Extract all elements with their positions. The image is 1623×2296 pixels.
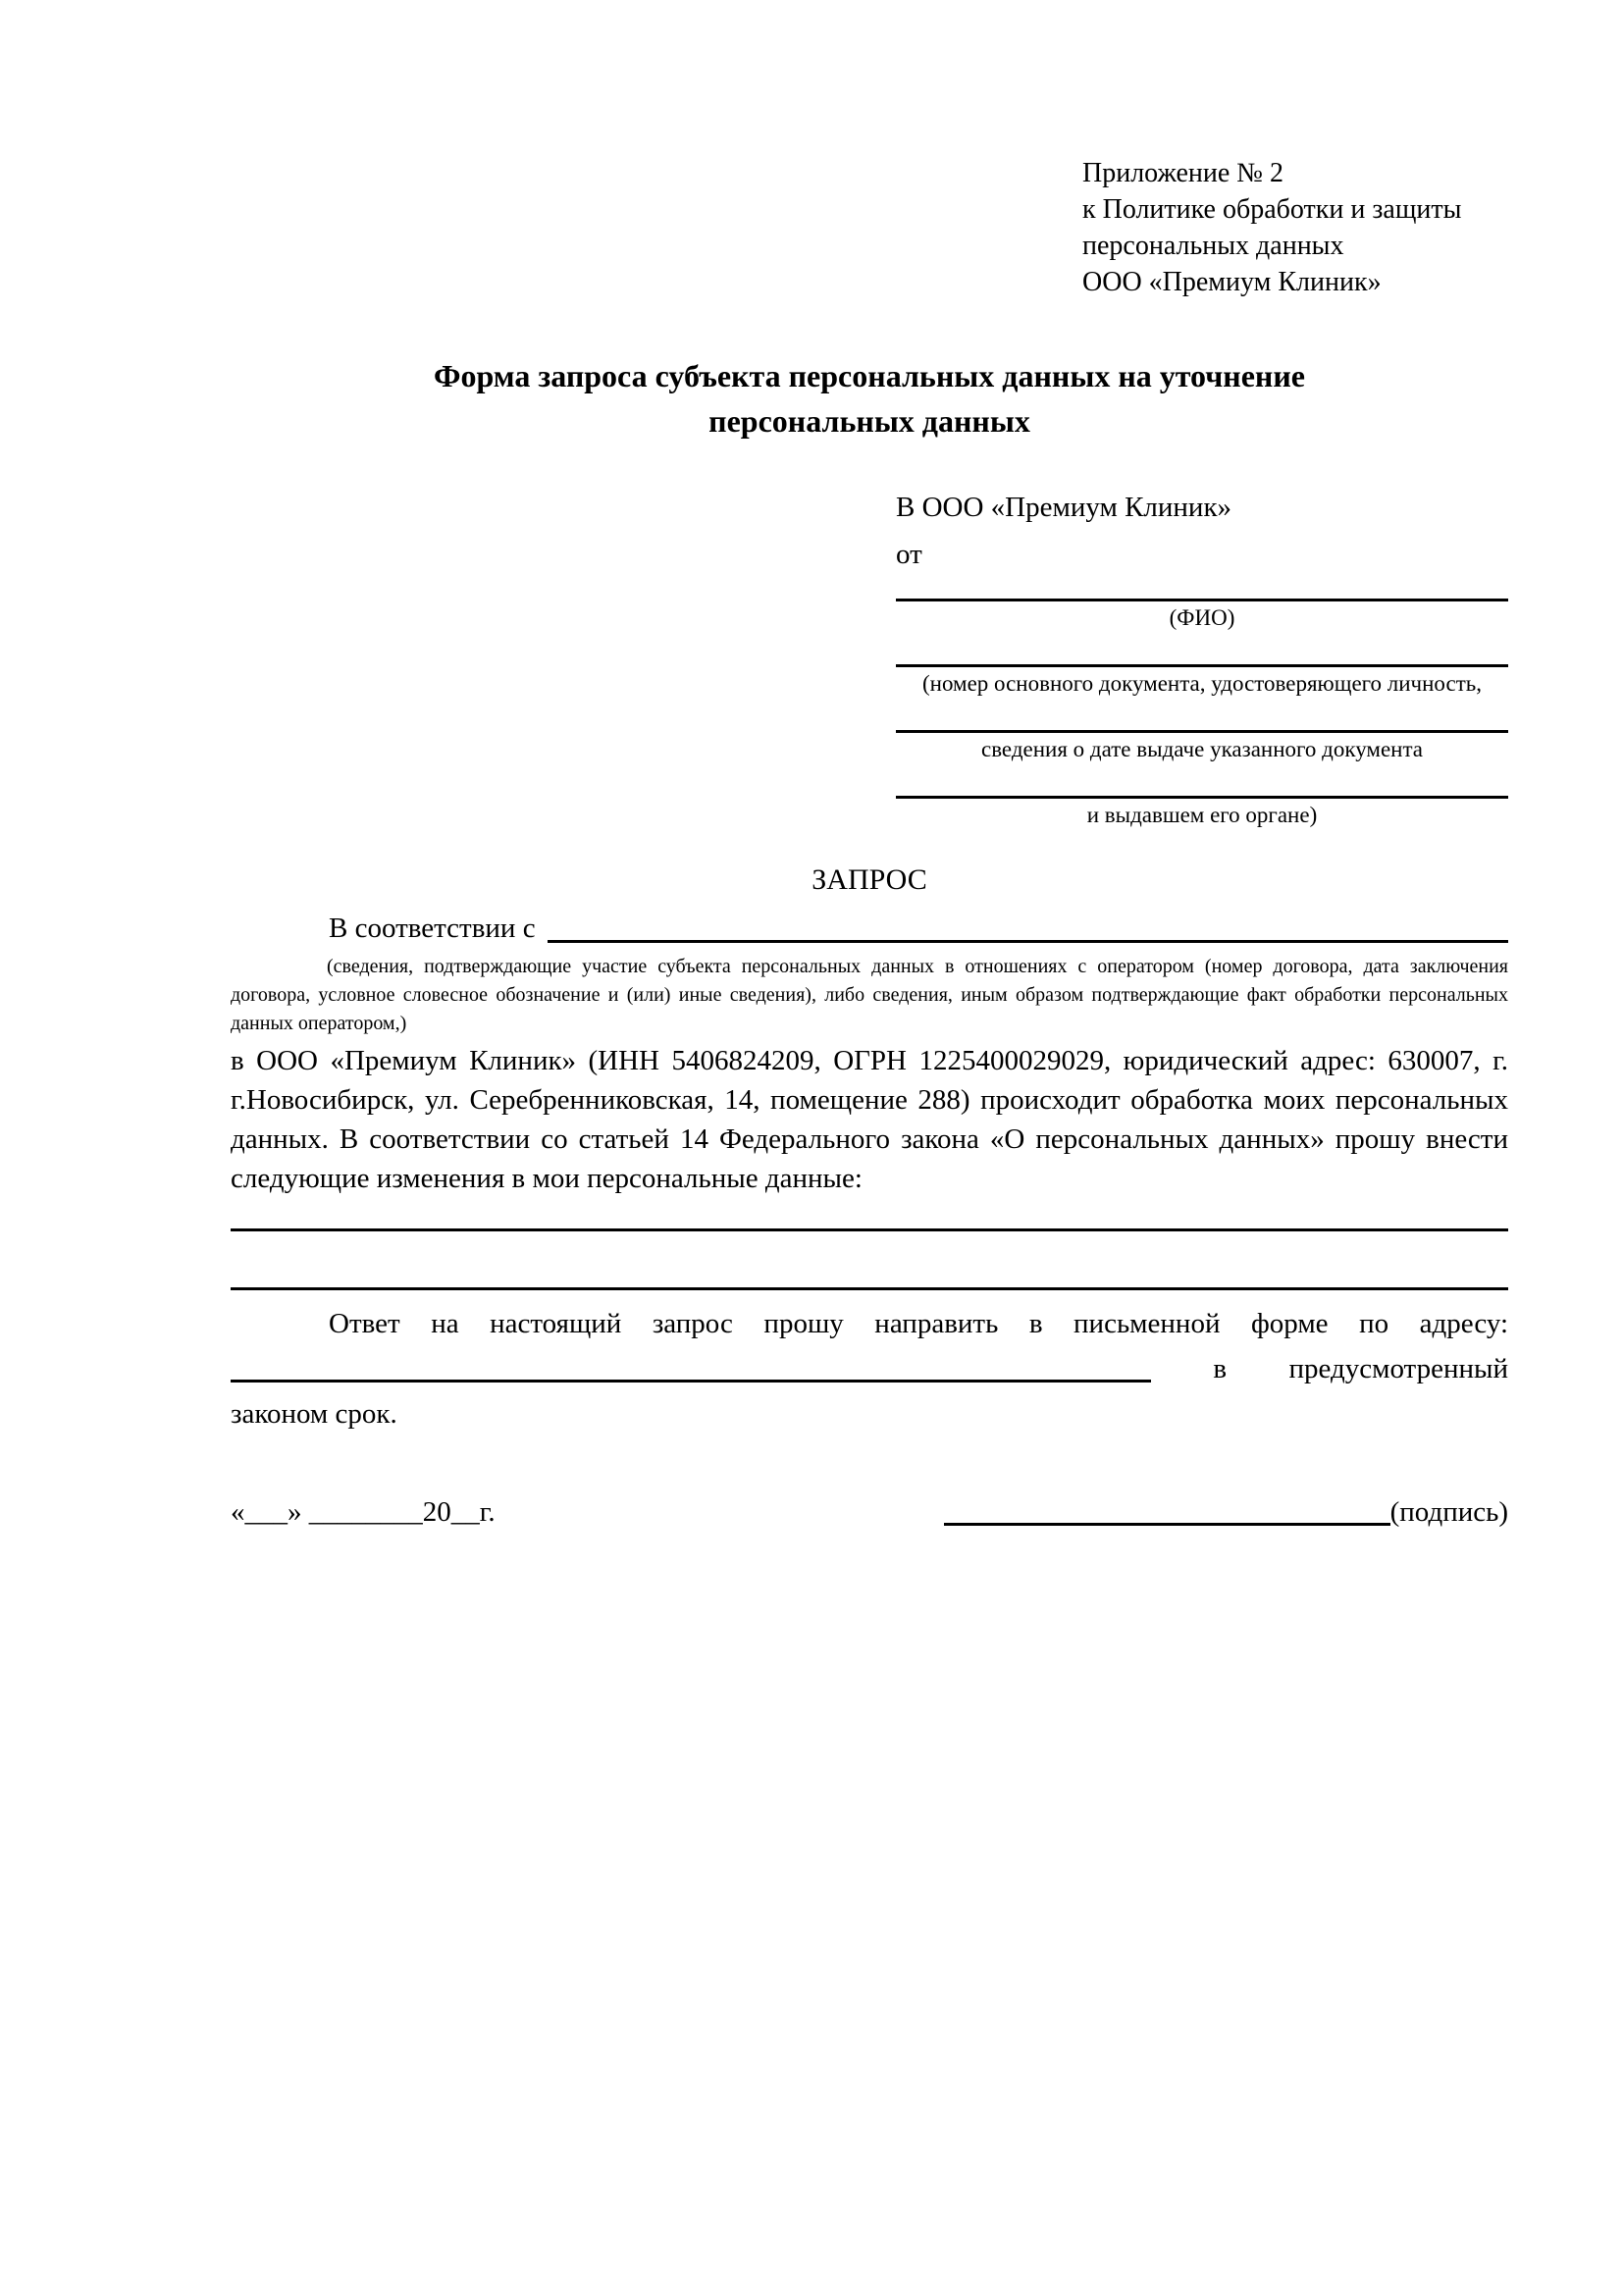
document-title-line: Форма запроса субъекта персональных данных на уточнение: [434, 358, 1305, 393]
header-line: ООО «Премиум Клиник»: [1082, 267, 1382, 297]
document-number-caption: (номер основного документа, удостоверяющего личность,: [921, 671, 1482, 696]
intro-blank-line: [548, 940, 1508, 943]
field-issue-date: [896, 699, 1508, 764]
date-signature-row: [231, 1492, 1508, 1532]
signature-area: [944, 1492, 1508, 1532]
changes-blank-line: [231, 1227, 1508, 1231]
reply-word: предусмотренный: [1288, 1353, 1508, 1384]
fio-blank-line: [896, 573, 1508, 601]
field-fio: [896, 573, 1508, 633]
document-content: [231, 0, 1508, 1532]
body-paragraph: в ООО «Премиум Клиник» (ИНН 5406824209, ОГРН 1225400029029, юридический адрес: 630007, г. г.Новосибирск, ул. Серебренниковская, 14, помещение 288) происходит обработка моих персональных данных. В соответствии со статьей 14 Федерального закона «О персональных данных» прошу внести следующие изменения в мои персональные данные:: [231, 1045, 1508, 1194]
issue-date-caption: сведения о дате выдаче указанного документа: [980, 737, 1424, 761]
reply-address-line: [231, 1349, 1508, 1388]
header-line: к Политике обработки и защиты: [1082, 194, 1462, 225]
request-heading: ЗАПРОС: [812, 863, 927, 896]
intro-line: [231, 909, 1508, 948]
document-title: [231, 353, 1508, 444]
issue-date-blank-line: [896, 699, 1508, 733]
header-line: Приложение № 2: [1082, 158, 1283, 188]
recipient-to: В ООО «Премиум Клиник»: [896, 492, 1232, 523]
address-blank-line: [231, 1380, 1151, 1383]
signature-blank-line: [944, 1523, 1390, 1526]
fio-caption: (ФИО): [1169, 605, 1235, 630]
reply-line: законом срок.: [231, 1398, 397, 1430]
recipient-from-label: от: [896, 539, 922, 570]
reply-word: в: [1213, 1353, 1228, 1384]
date-line: «___» ________20__г.: [231, 1496, 496, 1528]
issuing-authority-caption: и выдавшем его органе): [1086, 803, 1318, 827]
document-number-blank-line: [896, 633, 1508, 667]
document-title-line: персональных данных: [708, 403, 1030, 439]
intro-lead: В соответствии с: [329, 913, 536, 944]
field-document-number: [896, 633, 1508, 699]
header-line: персональных данных: [1082, 231, 1344, 261]
signature-caption: (подпись): [1389, 1496, 1508, 1528]
recipient-block: [896, 489, 1508, 830]
issuing-authority-blank-line: [896, 764, 1508, 799]
appendix-header: [1082, 155, 1508, 300]
reply-line: Ответ на настоящий запрос прошу направить в письменной форме по адресу:: [329, 1308, 1508, 1339]
changes-blank-line: [231, 1286, 1508, 1290]
field-issuing-authority: [896, 764, 1508, 830]
intro-footnote: (сведения, подтверждающие участие субъекта персональных данных в отношениях с оператором (номер договора, дата заключения договора, условное словесное обозначение и (или) иные сведения), либо сведения, иным образом подтверждающие факт обработки персональных данных оператором,): [231, 956, 1508, 1034]
